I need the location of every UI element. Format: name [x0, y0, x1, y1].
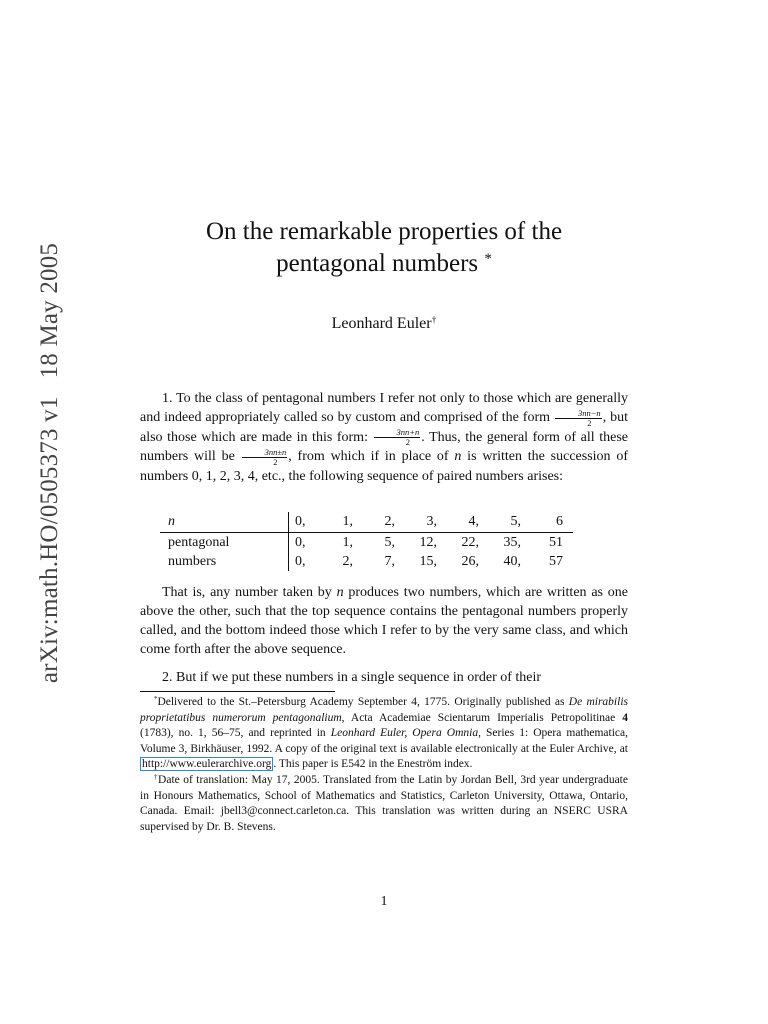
- table-cell: 15,: [419, 554, 437, 569]
- para1-text-5: is written the succession of numbers 0, 1, 2, 3, 4, etc., the following sequence of paired numbers arises:: [140, 449, 628, 485]
- table-cell: 22,: [461, 535, 479, 550]
- table-header-row: [160, 512, 573, 533]
- para1-text-3: . Thus, the general form of all these numbers will be: [140, 429, 628, 465]
- table-row-label: numbers: [168, 554, 217, 569]
- title-line-1: On the remarkable properties of the: [205, 218, 563, 245]
- fraction-3-numerator: 3nn±n: [242, 448, 288, 458]
- volume-number: 4: [622, 711, 628, 724]
- table-cell: 3,: [395, 512, 437, 533]
- footnote-1-mark: *: [154, 696, 158, 704]
- variable-n: n: [336, 585, 344, 600]
- table-row-label: pentagonal: [168, 535, 230, 550]
- table-row-pentagonal: [160, 533, 573, 553]
- footnote-1-text: , Acta Academiae Scientarum Imperialis Petropolitinae: [341, 711, 623, 724]
- title-line-2: [140, 248, 628, 280]
- table-cell: 7,: [384, 554, 395, 569]
- table-cell: 2,: [342, 554, 353, 569]
- table-cell: 4,: [437, 512, 479, 533]
- table-row-numbers: [160, 552, 573, 571]
- table-cell: 57: [549, 554, 563, 569]
- table-cell: 6: [521, 512, 563, 533]
- table-cell: 2,: [353, 512, 395, 533]
- arxiv-sidebar-stamp: [24, 238, 76, 688]
- para1-text-1: 1. To the class of pentagonal numbers I refer not only to those which are generally and indeed appropriately called so by custom and comprised of the form: [140, 391, 628, 425]
- euler-archive-link[interactable]: http://www.eulerarchive.org: [142, 758, 272, 771]
- footnote-1: [140, 695, 628, 773]
- para2-text-1: That is, any number taken by: [162, 585, 337, 600]
- table-cell-pad: [563, 512, 573, 533]
- paragraph-3: 2. But if we put these numbers in a single sequence in order of their: [162, 670, 542, 685]
- footnote-2: [140, 773, 628, 835]
- paper-title: [140, 216, 628, 280]
- fraction-2-denominator: 2: [405, 437, 411, 448]
- footnotes: [140, 695, 628, 835]
- table-cell: 0,: [289, 552, 312, 571]
- footnote-1-text: Delivered to the St.–Petersburg Academy September 4, 1775. Originally published as: [157, 696, 569, 708]
- fraction-1-numerator: 3nn−n: [555, 409, 602, 419]
- fraction-1: [555, 409, 602, 428]
- table-cell: 1,: [342, 535, 353, 550]
- fraction-1-denominator: 2: [587, 417, 592, 428]
- table-cell: 12,: [419, 535, 437, 550]
- table-cell: 35,: [503, 535, 521, 550]
- title-footnote-mark: *: [484, 250, 492, 267]
- pentagonal-number-table: [160, 512, 573, 571]
- footnote-1-text: (1783), no. 1, 56–75, and reprinted in: [140, 727, 331, 740]
- latin-title: De mirabilis proprietatibus numerorum pentagonalium: [140, 696, 628, 724]
- opera-omnia-title: Leonhard Euler, Opera Omnia: [330, 727, 479, 740]
- table-cell: 0,: [289, 533, 312, 553]
- table-cell: 5,: [384, 535, 395, 550]
- fraction-2: [374, 428, 421, 447]
- table-cell: 0,: [289, 512, 312, 533]
- footnote-rule: [140, 691, 335, 692]
- para1-text-4: , from which if in place of: [288, 449, 455, 465]
- footnote-2-text: Date of translation: May 17, 2005. Translated from the Latin by Jordan Bell, 3rd year undergraduate in Honours Mathematics, School of Mathematics and Statistics, Carleton University, Ottawa, Ontario, Canada. Email: jbell3@connect.carleton.ca. This translation was written during an NSERC USRA supervised by Dr. B. Stevens.: [140, 773, 628, 833]
- variable-n: n: [454, 449, 462, 465]
- footnote-1-text: . This paper is E542 in the Eneström index.: [273, 758, 473, 771]
- footnote-2-mark: †: [154, 774, 159, 782]
- paper-author: [140, 315, 628, 333]
- para1-text-2: , but also those which are made in this form:: [140, 410, 628, 445]
- title-line-2-text: pentagonal numbers: [276, 250, 479, 277]
- table-cell: 51: [549, 535, 563, 550]
- table-cell: 26,: [461, 554, 479, 569]
- author-name: Leonhard Euler: [331, 315, 432, 332]
- arxiv-date: 18 May 2005: [36, 242, 63, 379]
- table-cell: 1,: [311, 512, 353, 533]
- paragraph-1: [140, 389, 628, 486]
- fraction-3-denominator: 2: [273, 457, 278, 468]
- page-number: 1: [380, 894, 388, 909]
- arxiv-stamp-text: [36, 243, 64, 683]
- author-footnote-mark: †: [431, 314, 437, 326]
- paragraph-2: [140, 583, 628, 659]
- table-cell: 40,: [503, 554, 521, 569]
- para2-text-2: produces two numbers, which are written as one above the other, such that the top sequence contains the pentagonal numbers properly called, and the bottom indeed those which I refer to by the very same class, and which come forth after the above sequence.: [140, 585, 628, 657]
- fraction-2-numerator: 3nn+n: [374, 428, 421, 438]
- table-header-label: n: [160, 512, 289, 533]
- footnote-1-text: , Series 1: Opera mathematica, Volume 3, Birkhäuser, 1992. A copy of the original text is available electronically at the Euler Archive, at: [140, 727, 629, 755]
- arxiv-id: arXiv:math.HO/0505373 v1: [36, 396, 63, 684]
- table-cell: 5,: [479, 512, 521, 533]
- fraction-3: [242, 448, 288, 467]
